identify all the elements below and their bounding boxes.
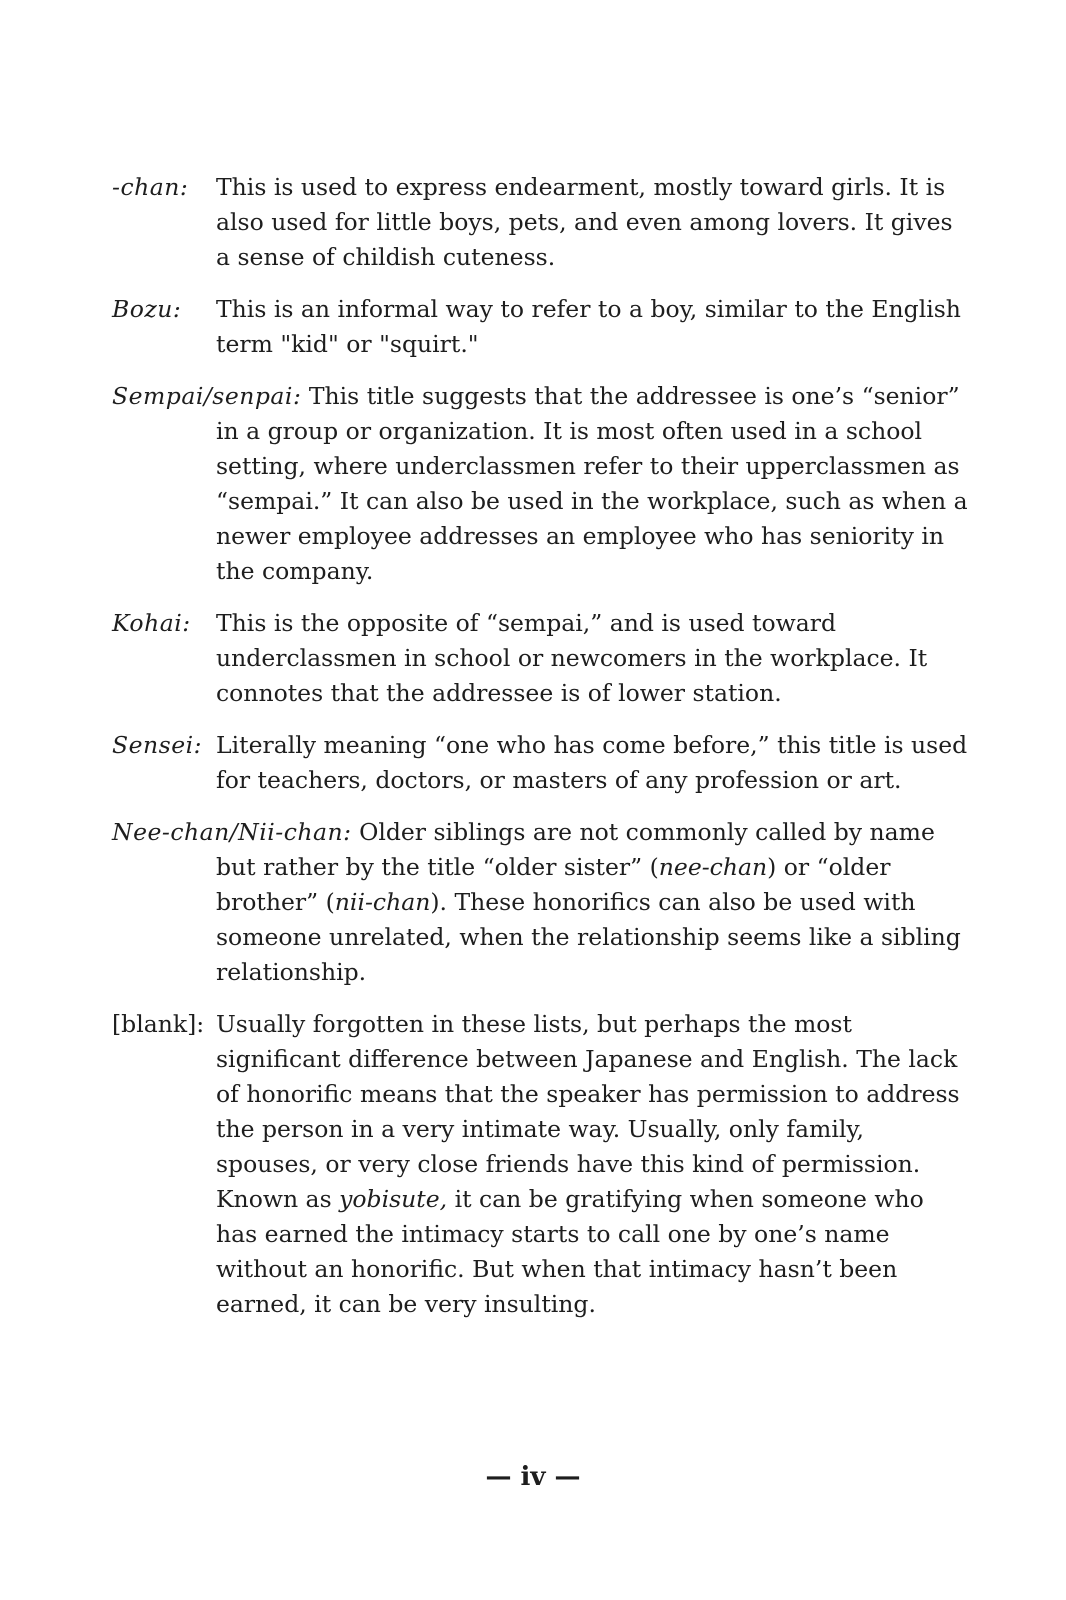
glossary-entry-chan: [112, 170, 972, 275]
glossary-term: -chan:: [112, 173, 189, 201]
glossary-term: Sempai/senpai:: [112, 382, 302, 410]
glossary-term: Bozu:: [112, 295, 182, 323]
page-number: — iv —: [485, 1462, 581, 1492]
glossary-definition: Usually forgotten in these lists, but perhaps the most significant difference between Japanese and English. The lack of honorific means that the speaker has permission to address the person in a very intimate way. Usually, only family, spouses, or very close friends have this kind of permission. Known as yobisute, it can be gratifying when someone who has earned the intimacy starts to call one by one’s name without an honorific. But when that intimacy hasn’t been earned, it can be very insulting.: [216, 1010, 960, 1318]
glossary-entry-nee-chan: [112, 815, 972, 990]
glossary-definition: Literally meaning “one who has come before,” this title is used for teachers, doctors, or masters of any profession or art.: [216, 731, 968, 794]
glossary-entry-sempai: [112, 379, 972, 589]
glossary-entry-kohai: [112, 606, 972, 711]
glossary-definition: Older siblings are not commonly called by name but rather by the title “older sister” (nee-chan) or “older brother” (nii-chan). These honorifics can also be used with someone unrelated, when the relationship seems like a sibling relationship.: [216, 818, 961, 986]
glossary-definition: This title suggests that the addressee is one’s “senior” in a group or organization. It is most often used in a school setting, where underclassmen refer to their upperclassmen as “sempai.” It can also be used in the workplace, such as when a newer employee addresses an employee who has seniority in the company.: [216, 382, 968, 585]
glossary-entry-blank: [112, 1007, 972, 1322]
honorifics-glossary: [112, 170, 972, 1339]
glossary-entry-sensei: [112, 728, 972, 798]
glossary-definition: This is an informal way to refer to a boy, similar to the English term "kid" or "squirt.": [216, 295, 961, 358]
glossary-term: Nee-chan/Nii-chan:: [112, 818, 352, 846]
glossary-term: Kohai:: [112, 609, 191, 637]
glossary-term: Sensei:: [112, 731, 203, 759]
glossary-entry-bozu: [112, 292, 972, 362]
glossary-term: [blank]:: [112, 1010, 205, 1038]
glossary-definition: This is used to express endearment, mostly toward girls. It is also used for little boys, pets, and even among lovers. It gives a sense of childish cuteness.: [216, 173, 953, 271]
glossary-definition: This is the opposite of “sempai,” and is used toward underclassmen in school or newcomers in the workplace. It connotes that the addressee is of lower station.: [216, 609, 928, 707]
